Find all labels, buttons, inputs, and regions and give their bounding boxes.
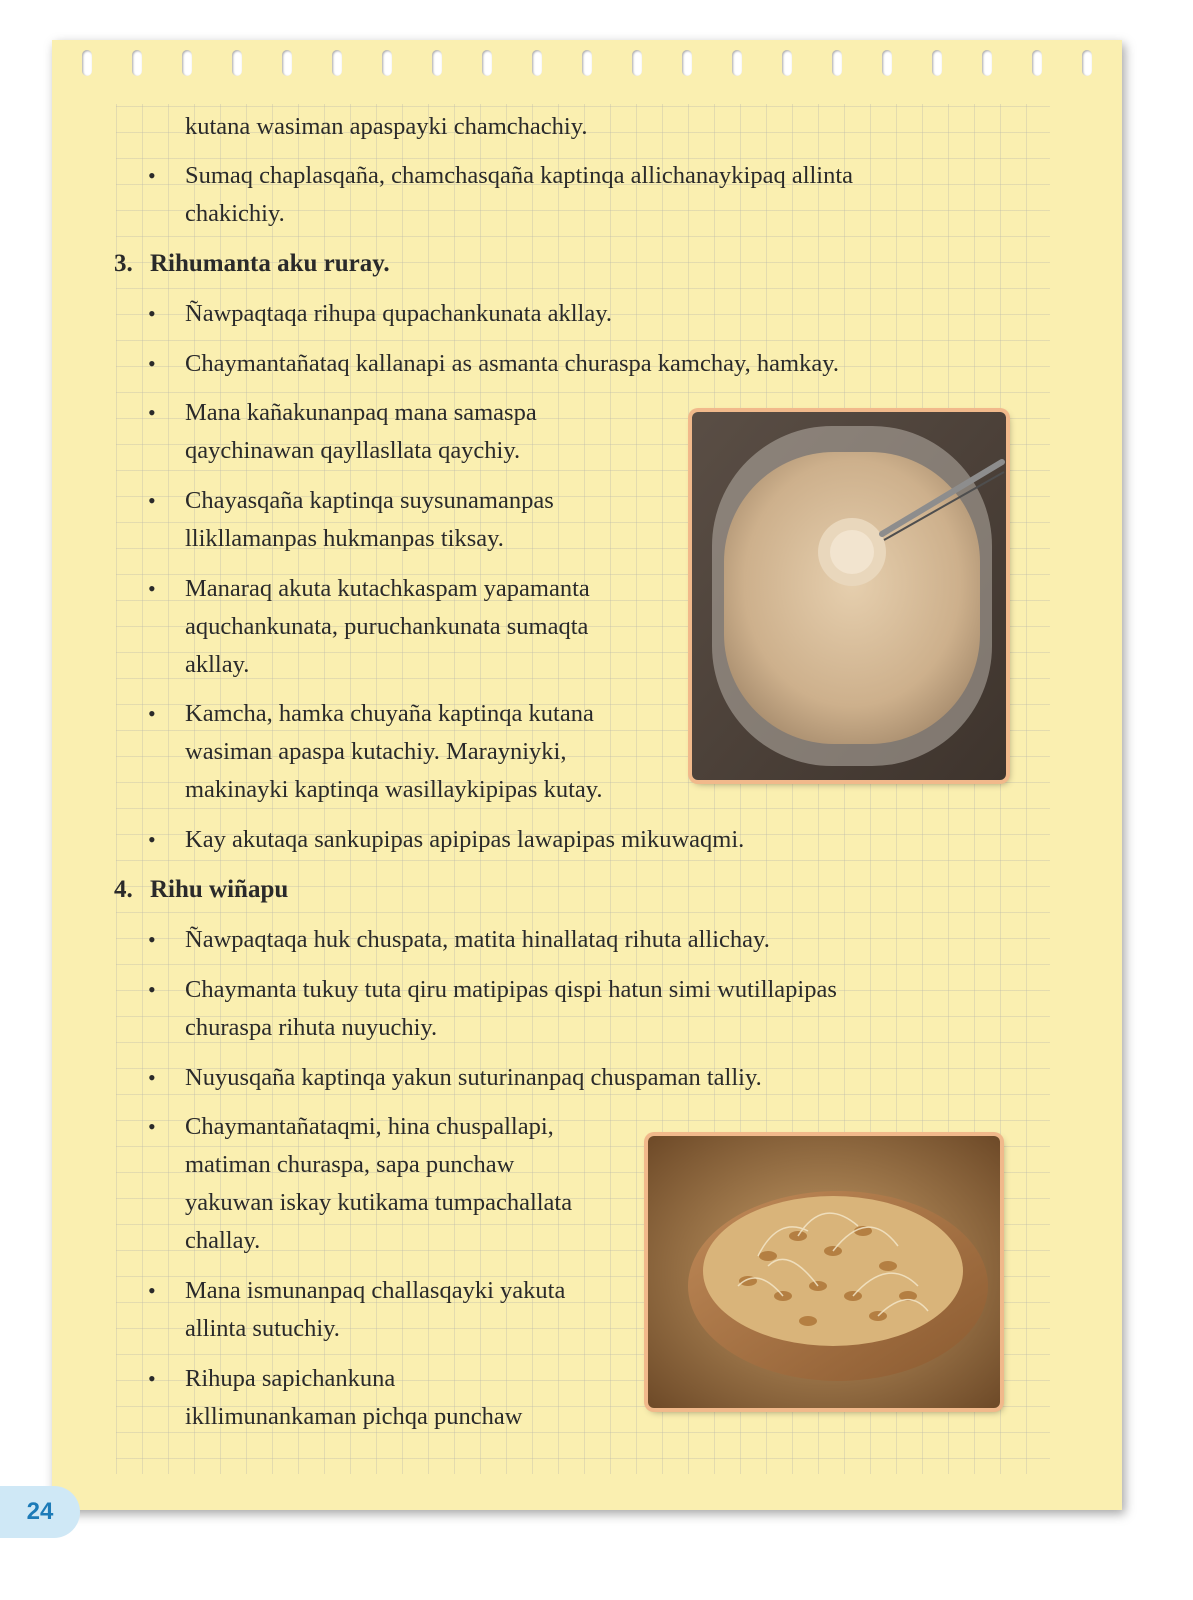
body-line: akllay.: [185, 651, 250, 678]
flour-bowl-illustration: [692, 412, 1006, 780]
body-line: Sumaq chaplasqaña, chamchasqaña kaptinqa allichanaykipaq allinta: [185, 162, 854, 189]
spiral-hole: [632, 50, 642, 76]
body-line: Chaymantañataq kallanapi as asmanta churaspa kamchay, hamkay.: [185, 350, 839, 377]
wheat-sprouts-illustration: [648, 1136, 1000, 1408]
spiral-hole: [782, 50, 792, 76]
bullet-marker: •: [148, 1114, 156, 1139]
section-heading: Rihumanta aku ruray.: [150, 250, 390, 277]
bullet-marker: •: [148, 400, 156, 425]
body-line: wasiman apaspa kutachiy. Marayniyki,: [185, 738, 567, 765]
body-line: yakuwan iskay kutikama tumpachallata: [185, 1189, 573, 1216]
spiral-hole: [932, 50, 942, 76]
spiral-hole: [1082, 50, 1092, 76]
body-line: Mana kañakunanpaq mana samaspa: [185, 399, 537, 426]
body-line: allinta sutuchiy.: [185, 1315, 340, 1342]
body-line: kutana wasiman apaspayki chamchachiy.: [185, 113, 588, 140]
body-line: qaychinawan qayllasllata qaychiy.: [185, 437, 521, 464]
bullet-marker: •: [148, 1366, 156, 1391]
spiral-hole: [1032, 50, 1042, 76]
section-number: 3.: [114, 250, 133, 277]
body-line: llikllamanpas hukmanpas tiksay.: [185, 525, 504, 552]
body-line: challay.: [185, 1227, 261, 1254]
spiral-holes: [82, 50, 1082, 80]
spiral-hole: [732, 50, 742, 76]
bullet-marker: •: [148, 927, 156, 952]
body-line: Chaymanta tukuy tuta qiru matipipas qispi hatun simi wutillapipas: [185, 976, 837, 1003]
spiral-hole: [332, 50, 342, 76]
bullet-marker: •: [148, 576, 156, 601]
body-line: Nuyusqaña kaptinqa yakun suturinanpaq chuspaman talliy.: [185, 1064, 762, 1091]
page-bottom-margin: [52, 1474, 1122, 1510]
body-line: Chayasqaña kaptinqa suysunamanpas: [185, 487, 554, 514]
section-heading: Rihu wiñapu: [150, 876, 289, 903]
spiral-hole: [432, 50, 442, 76]
spiral-hole: [282, 50, 292, 76]
body-line: Ñawpaqtaqa rihupa qupachankunata akllay.: [185, 300, 612, 327]
bullet-marker: •: [148, 1065, 156, 1090]
body-line: churaspa rihuta nuyuchiy.: [185, 1014, 438, 1041]
spiral-hole: [882, 50, 892, 76]
bullet-marker: •: [148, 1278, 156, 1303]
body-line: Rihupa sapichankuna: [185, 1365, 396, 1392]
body-line: aquchankunata, puruchankunata sumaqta: [185, 613, 589, 640]
bullet-marker: •: [148, 351, 156, 376]
section-number: 4.: [114, 876, 133, 903]
spiral-hole: [232, 50, 242, 76]
page-right-margin: [1050, 40, 1122, 1510]
sprouted-wheat-photo: [648, 1136, 1000, 1408]
spiral-hole: [532, 50, 542, 76]
bullet-marker: •: [148, 301, 156, 326]
body-line: Chaymantañataqmi, hina chuspallapi,: [185, 1113, 554, 1140]
page-left-margin: [52, 40, 116, 1510]
bullet-marker: •: [148, 977, 156, 1002]
spiral-hole: [382, 50, 392, 76]
body-line: makinayki kaptinqa wasillaykipipas kutay.: [185, 776, 603, 803]
spiral-hole: [582, 50, 592, 76]
body-line: chakichiy.: [185, 200, 285, 227]
body-line: Kamcha, hamka chuyaña kaptinqa kutana: [185, 700, 594, 727]
bullet-marker: •: [148, 163, 156, 188]
body-line: Mana ismunanpaq challasqayki yakuta: [185, 1277, 566, 1304]
page-number: 24: [0, 1486, 80, 1538]
body-line: Kay akutaqa sankupipas apipipas lawapipas mikuwaqmi.: [185, 826, 745, 853]
spiral-hole: [682, 50, 692, 76]
spiral-hole: [82, 50, 92, 76]
body-line: Ñawpaqtaqa huk chuspata, matita hinallataq rihuta allichay.: [185, 926, 770, 953]
bullet-marker: •: [148, 827, 156, 852]
bullet-marker: •: [148, 488, 156, 513]
body-line: matiman churaspa, sapa punchaw: [185, 1151, 515, 1178]
bullet-marker: •: [148, 701, 156, 726]
flour-photo: [692, 412, 1006, 780]
spiral-hole: [982, 50, 992, 76]
spiral-hole: [832, 50, 842, 76]
spiral-hole: [482, 50, 492, 76]
body-line: ikllimunankaman pichqa punchaw: [185, 1403, 523, 1430]
spiral-hole: [132, 50, 142, 76]
body-line: Manaraq akuta kutachkaspam yapamanta: [185, 575, 590, 602]
spiral-hole: [182, 50, 192, 76]
